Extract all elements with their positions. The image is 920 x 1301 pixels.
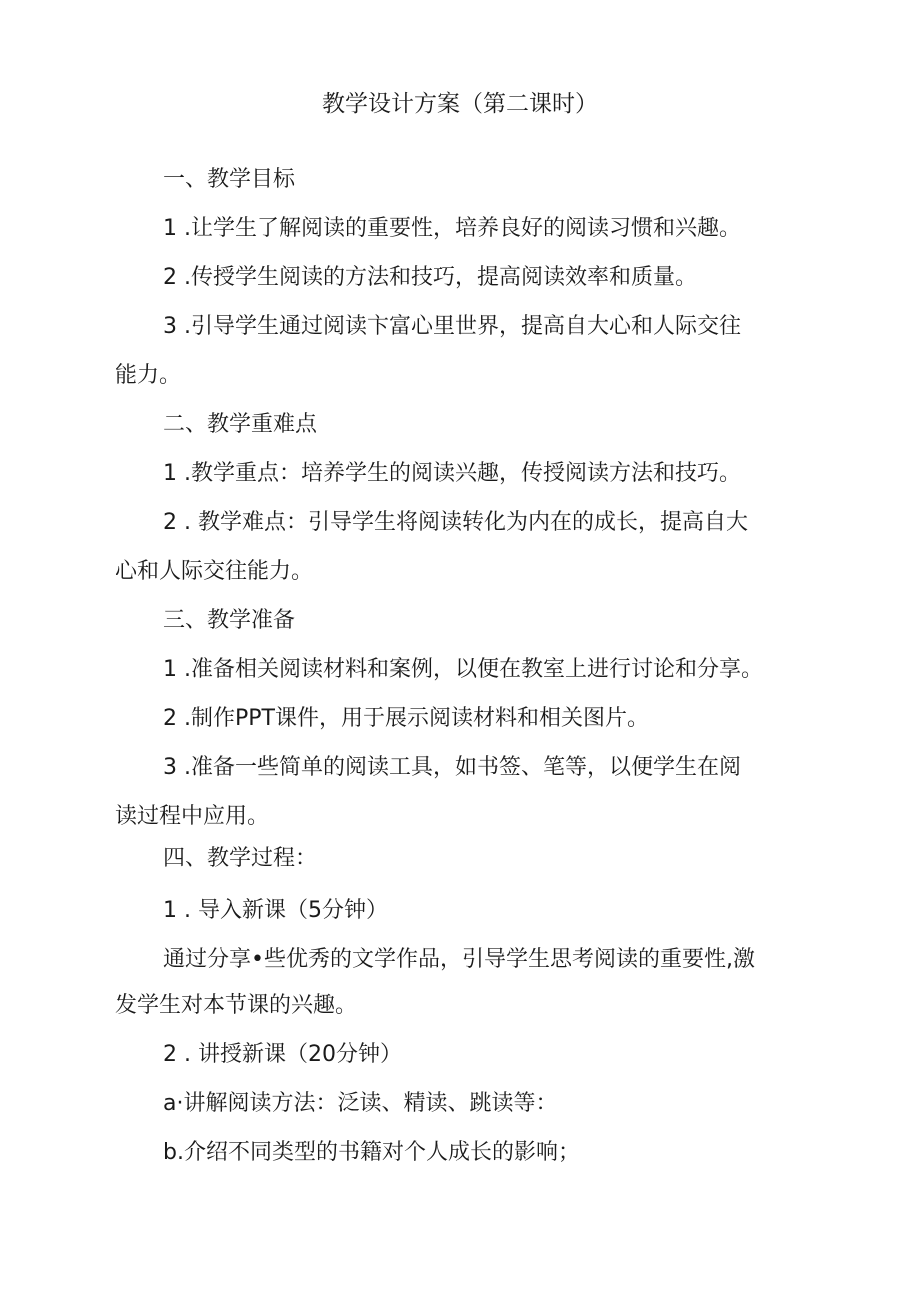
objective-item-2: 2 .传授学生阅读的方法和技巧，提高阅读效率和质量。 (163, 265, 697, 290)
section-heading-key-points: 二、教学重难点 (163, 412, 318, 437)
section-heading-process: 四、教学过程： (163, 846, 318, 871)
preparation-item-3-line-2: 读过程中应用。 (115, 804, 270, 829)
process-step-2-item-b: b.介绍不同类型的书籍对个人成长的影响； (163, 1140, 580, 1165)
key-point-item-1: 1 .教学重点：培养学生的阅读兴趣，传授阅读方法和技巧。 (163, 461, 741, 486)
objective-item-3-line-1: 3 .引导学生通过阅读卞富心里世界，提高自大心和人际交往 (163, 314, 741, 339)
preparation-item-2: 2 .制作PPT课件，用于展示阅读材料和相关图片。 (163, 706, 649, 731)
key-point-item-2-line-1: 2 . 教学难点：引导学生将阅读转化为内在的成长，提高自大 (163, 510, 748, 535)
key-point-item-2-line-2: 心和人际交往能力。 (115, 559, 314, 584)
process-step-1-text-line-1: 通过分享•些优秀的文学作品，引导学生思考阅读的重要性,激 (163, 947, 755, 972)
objective-item-1: 1 .让学生了解阅读的重要性，培养良好的阅读习惯和兴趣。 (163, 216, 741, 241)
section-heading-objectives: 一、教学目标 (163, 167, 296, 192)
process-step-2-heading: 2 . 讲授新课（20分钟） (163, 1042, 402, 1067)
preparation-item-3-line-1: 3 .准备一些简单的阅读工具，如书签、笔等，以便学生在阅 (163, 755, 741, 780)
preparation-item-1: 1 .准备相关阅读材料和案例，以便在教室上进行讨论和分享。 (163, 657, 763, 682)
process-step-1-text-line-2: 发学生对本节课的兴趣。 (115, 993, 358, 1018)
document-title: 教学设计方案（第二课时） (322, 91, 598, 117)
section-heading-preparation: 三、教学准备 (163, 608, 296, 633)
objective-item-3-line-2: 能力。 (115, 363, 182, 388)
process-step-1-heading: 1 . 导入新课（5分钟） (163, 898, 388, 923)
process-step-2-item-a: a·讲解阅读方法：泛读、精读、跳读等： (163, 1091, 558, 1116)
